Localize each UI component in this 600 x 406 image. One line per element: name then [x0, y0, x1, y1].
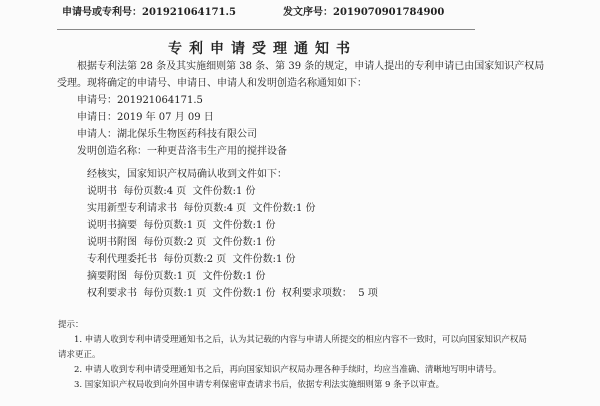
divider [57, 29, 475, 30]
hint: 3. 国家知识产权局收到向外国申请专利保密审查请求书后，依据专利法实施细则第 9 条予以审查。 [74, 380, 445, 390]
hint: 2. 申请人收到专利申请受理通知书之后，再向国家知识产权局办理各种手续时，均应当准确、清晰地写明申请号。 [74, 365, 502, 375]
field: 申请日：2019 年 07 月 09 日 [77, 112, 214, 123]
intro-line: 受理。现将确定的申请号、申请日、申请人和发明创造名称通知如下： [57, 78, 367, 89]
document-item: 说明书附图 每份页数:2 页 文件份数:1 份 [87, 237, 276, 248]
received-intro: 经核实，国家知识产权局确认收到文件如下： [87, 169, 287, 180]
label: 申请号或专利号： [62, 7, 142, 18]
label: 发文序号： [283, 7, 333, 18]
document-item: 实用新型专利请求书 每份页数:4 页 文件份数:1 份 [87, 203, 316, 214]
field: 申请号：201921064171.5 [77, 95, 203, 106]
document-item: 权利要求书 每份页数:1 页 文件份数:1 份 权利要求项数： 5 项 [87, 288, 378, 299]
field: 发明创造名称：一种更昔洛韦生产用的搅拌设备 [77, 146, 287, 157]
document-item: 说明书摘要 每份页数:1 页 文件份数:1 份 [87, 220, 276, 231]
application-number [62, 7, 236, 19]
document-item: 摘要附图 每份页数:1 页 文件份数:1 份 [87, 271, 266, 282]
document-item: 专利代理委托书 每份页数:2 页 文件份数:1 份 [87, 254, 296, 265]
hint: 请求更正。 [58, 350, 101, 360]
hints-label: 提示： [58, 320, 84, 330]
value: 201921064171.5 [142, 7, 236, 18]
value: 2019070901784900 [333, 7, 445, 18]
field: 申请人：湖北保乐生物医药科技有限公司 [77, 129, 257, 140]
document-item: 说明书 每份页数:4 页 文件份数:1 份 [87, 186, 256, 197]
document-number [283, 7, 444, 19]
intro-line: 根据专利法第 28 条及其实施细则第 38 条、第 39 条的规定，申请人提出的专利申请已由国家知识产权局 [77, 61, 545, 72]
page-title: 专利申请受理通知书 [168, 41, 357, 57]
hint: 1. 申请人收到专利申请受理通知书之后，认为其记载的内容与申请人所提交的相应内容不一致时，可以向国家知识产权局 [74, 335, 527, 345]
